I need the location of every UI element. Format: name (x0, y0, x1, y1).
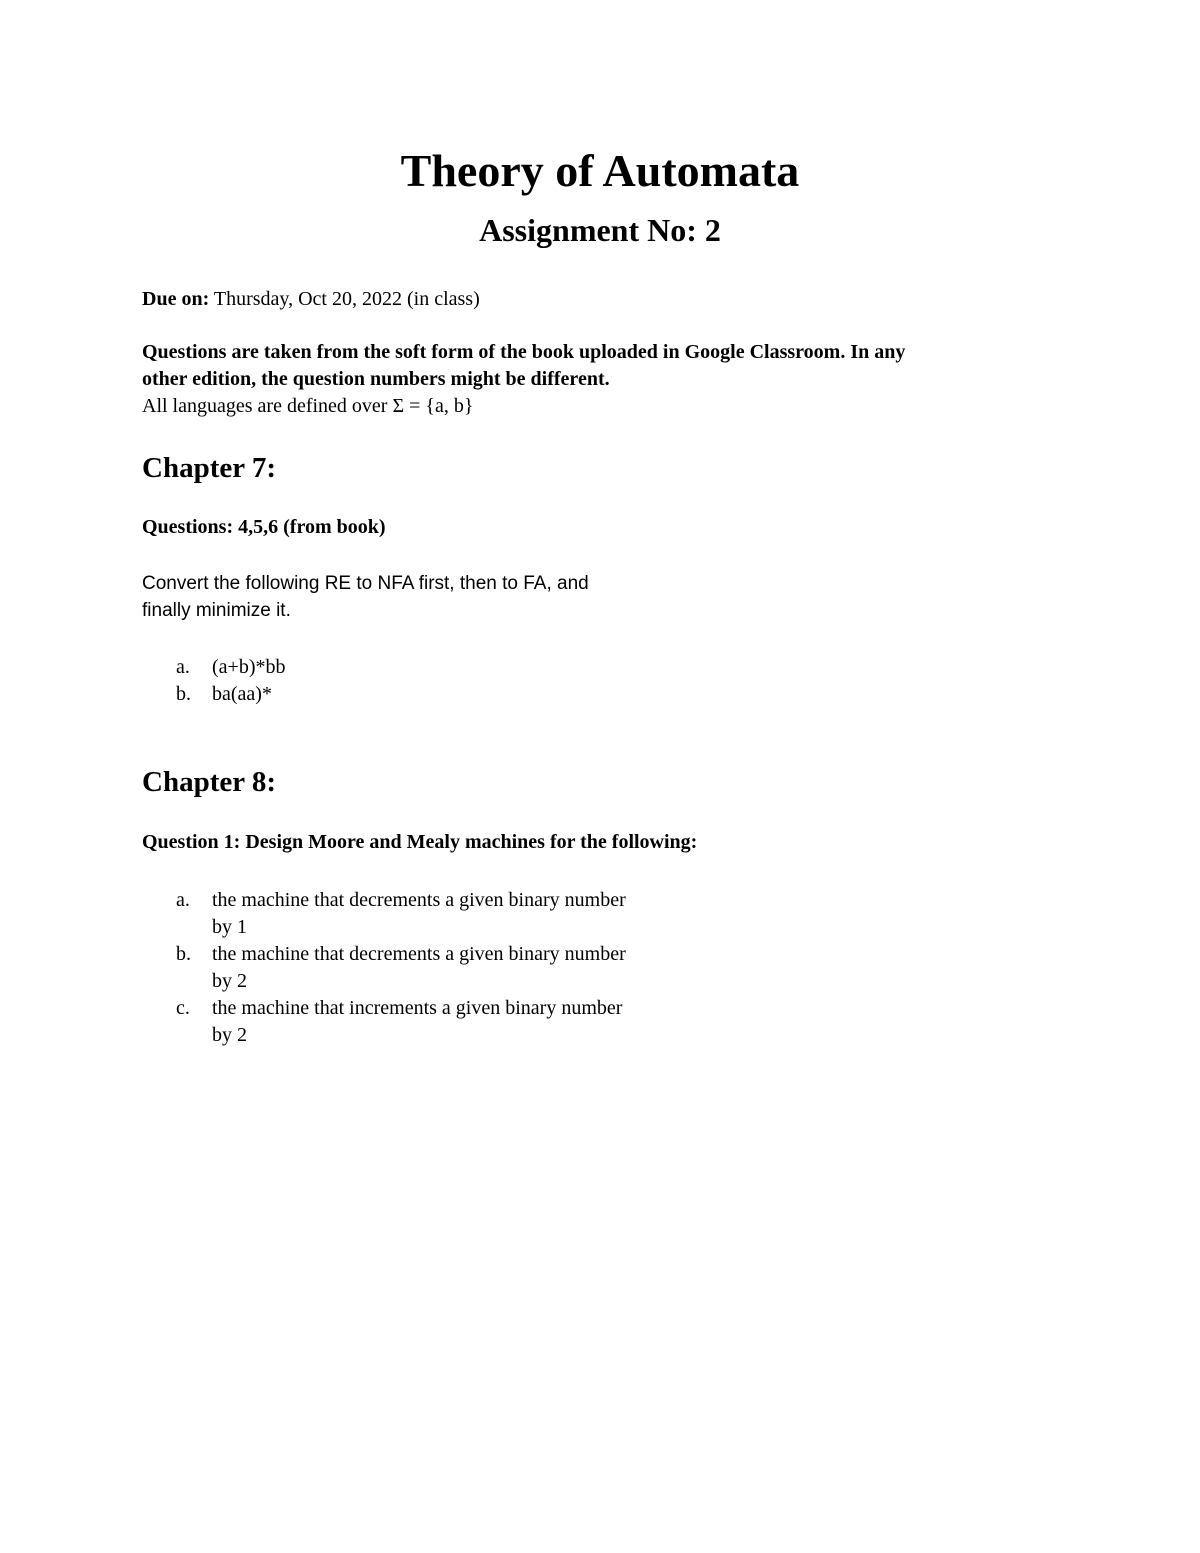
chapter-7-instruction-line-2: finally minimize it. (142, 600, 291, 621)
list-marker: b. (176, 943, 191, 965)
list-marker: a. (176, 889, 190, 911)
chapter-8-question: Question 1: Design Moore and Mealy machines for the following: (142, 831, 698, 853)
chapter-7-instruction-line-1: Convert the following RE to NFA first, then to FA, and (142, 573, 589, 594)
machine-c-line-2: by 2 (212, 1024, 247, 1046)
machine-b-line-2: by 2 (212, 970, 247, 992)
machine-c-line-1: the machine that increments a given binary number (212, 997, 623, 1019)
document-title: Theory of Automata (400, 145, 800, 196)
alphabet-note: All languages are defined over Σ = {a, b} (142, 395, 474, 417)
machine-b-line-1: the machine that decrements a given binary number (212, 943, 626, 965)
chapter-7-questions: Questions: 4,5,6 (from book) (142, 516, 386, 538)
due-date-line (142, 286, 480, 313)
machine-a-line-1: the machine that decrements a given binary number (212, 889, 626, 911)
chapter-8-heading: Chapter 8: (142, 766, 276, 798)
due-label: Due on: (142, 288, 210, 310)
note-line-1: Questions are taken from the soft form of the book uploaded in Google Classroom. In any (142, 341, 906, 363)
note-line-2: other edition, the question numbers might be different. (142, 368, 610, 390)
regex-a: (a+b)*bb (212, 656, 286, 678)
assignment-number: Assignment No: 2 (479, 212, 721, 248)
list-marker: b. (176, 683, 191, 705)
due-value: Thursday, Oct 20, 2022 (in class) (213, 288, 480, 310)
chapter-7-heading: Chapter 7: (142, 452, 276, 484)
machine-a-line-2: by 1 (212, 916, 247, 938)
regex-b: ba(aa)* (212, 683, 272, 705)
list-marker: a. (176, 656, 190, 678)
list-marker: c. (176, 997, 190, 1019)
